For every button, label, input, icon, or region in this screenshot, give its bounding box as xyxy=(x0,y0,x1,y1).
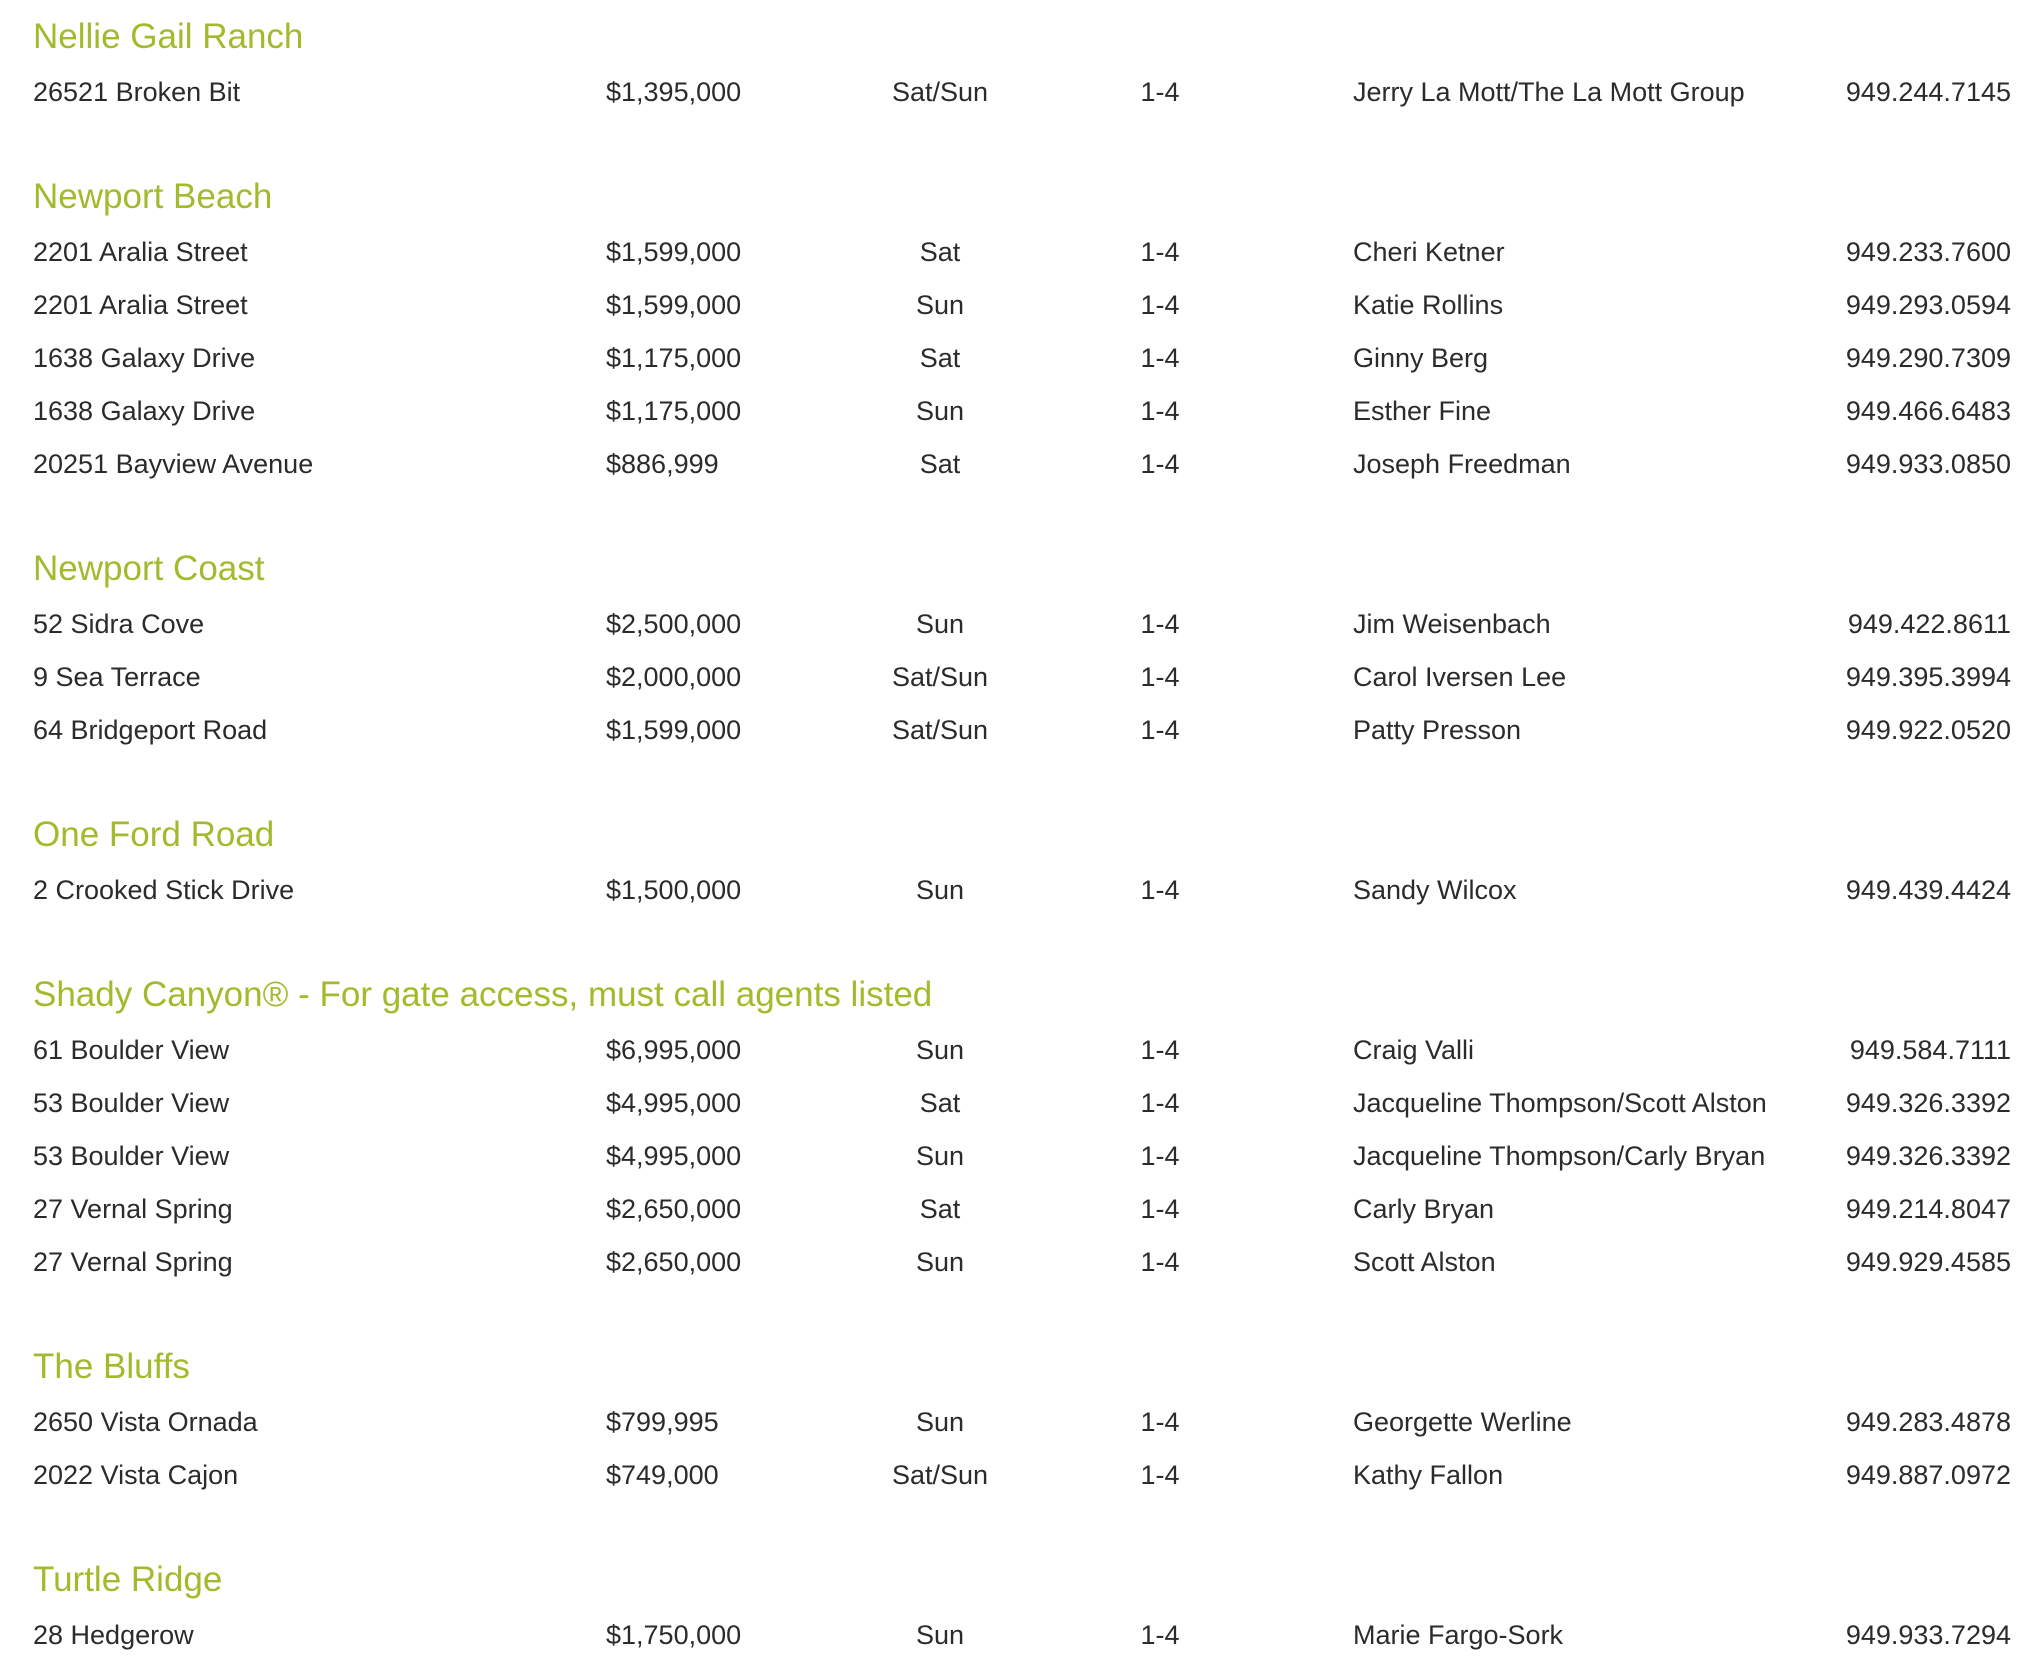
price-cell: $799,995 xyxy=(606,1407,719,1437)
phone-cell: 949.244.7145 xyxy=(1845,77,2011,107)
phone-cell: 949.922.0520 xyxy=(1845,715,2011,745)
hours-cell: 1-4 xyxy=(1140,1088,1180,1118)
address-cell: 53 Boulder View xyxy=(33,1088,230,1118)
address-cell: 1638 Galaxy Drive xyxy=(33,396,256,426)
section-title: One Ford Road xyxy=(33,815,275,854)
hours-cell: 1-4 xyxy=(1140,609,1180,639)
section-title: Nellie Gail Ranch xyxy=(33,17,304,56)
hours-cell: 1-4 xyxy=(1140,662,1180,692)
days-cell: Sat/Sun xyxy=(891,1460,989,1490)
address-cell: 9 Sea Terrace xyxy=(33,662,201,692)
listing-row xyxy=(0,1083,2034,1123)
days-cell: Sun xyxy=(915,1620,965,1650)
price-cell: $1,395,000 xyxy=(606,77,742,107)
days-cell: Sat/Sun xyxy=(891,715,989,745)
days-cell: Sun xyxy=(915,1035,965,1065)
section-title: Turtle Ridge xyxy=(33,1560,223,1599)
listing-row xyxy=(0,870,2034,910)
address-cell: 26521 Broken Bit xyxy=(33,77,241,107)
phone-cell: 949.933.0850 xyxy=(1845,449,2011,479)
phone-cell: 949.283.4878 xyxy=(1845,1407,2011,1437)
address-cell: 27 Vernal Spring xyxy=(33,1194,233,1224)
agent-cell: Craig Valli xyxy=(1353,1035,1475,1065)
listing-row xyxy=(0,232,2034,272)
hours-cell: 1-4 xyxy=(1140,715,1180,745)
section-title: Shady Canyon® - For gate access, must call agents listed xyxy=(33,975,933,1014)
section-title: Newport Coast xyxy=(33,549,265,588)
phone-cell: 949.326.3392 xyxy=(1845,1088,2011,1118)
address-cell: 2022 Vista Cajon xyxy=(33,1460,239,1490)
price-cell: $1,500,000 xyxy=(606,875,742,905)
listing-row xyxy=(0,1189,2034,1229)
price-cell: $886,999 xyxy=(606,449,719,479)
phone-cell: 949.290.7309 xyxy=(1845,343,2011,373)
price-cell: $4,995,000 xyxy=(606,1141,742,1171)
hours-cell: 1-4 xyxy=(1140,1460,1180,1490)
hours-cell: 1-4 xyxy=(1140,875,1180,905)
days-cell: Sat xyxy=(919,1088,961,1118)
days-cell: Sat/Sun xyxy=(891,77,989,107)
address-cell: 2201 Aralia Street xyxy=(33,290,248,320)
address-cell: 28 Hedgerow xyxy=(33,1620,194,1650)
hours-cell: 1-4 xyxy=(1140,1247,1180,1277)
days-cell: Sun xyxy=(915,290,965,320)
price-cell: $749,000 xyxy=(606,1460,719,1490)
agent-cell: Jacqueline Thompson/Carly Bryan xyxy=(1353,1141,1766,1171)
agent-cell: Scott Alston xyxy=(1353,1247,1496,1277)
price-cell: $2,650,000 xyxy=(606,1194,742,1224)
agent-cell: Jerry La Mott/The La Mott Group xyxy=(1353,77,1745,107)
days-cell: Sun xyxy=(915,609,965,639)
agent-cell: Cheri Ketner xyxy=(1353,237,1505,267)
phone-cell: 949.293.0594 xyxy=(1845,290,2011,320)
days-cell: Sun xyxy=(915,396,965,426)
address-cell: 52 Sidra Cove xyxy=(33,609,205,639)
listing-row xyxy=(0,1242,2034,1282)
agent-cell: Patty Presson xyxy=(1353,715,1522,745)
agent-cell: Ginny Berg xyxy=(1353,343,1489,373)
phone-cell: 949.887.0972 xyxy=(1845,1460,2011,1490)
price-cell: $1,599,000 xyxy=(606,715,742,745)
listing-row xyxy=(0,1615,2034,1655)
address-cell: 2650 Vista Ornada xyxy=(33,1407,258,1437)
address-cell: 61 Boulder View xyxy=(33,1035,230,1065)
listing-row xyxy=(0,604,2034,644)
listing-row xyxy=(0,391,2034,431)
agent-cell: Katie Rollins xyxy=(1353,290,1504,320)
days-cell: Sun xyxy=(915,875,965,905)
days-cell: Sun xyxy=(915,1141,965,1171)
price-cell: $2,500,000 xyxy=(606,609,742,639)
price-cell: $1,599,000 xyxy=(606,237,742,267)
hours-cell: 1-4 xyxy=(1140,449,1180,479)
price-cell: $6,995,000 xyxy=(606,1035,742,1065)
phone-cell: 949.326.3392 xyxy=(1845,1141,2011,1171)
address-cell: 2201 Aralia Street xyxy=(33,237,248,267)
address-cell: 27 Vernal Spring xyxy=(33,1247,233,1277)
hours-cell: 1-4 xyxy=(1140,1141,1180,1171)
hours-cell: 1-4 xyxy=(1140,396,1180,426)
listing-row xyxy=(0,1455,2034,1495)
agent-cell: Carly Bryan xyxy=(1353,1194,1495,1224)
hours-cell: 1-4 xyxy=(1140,1407,1180,1437)
address-cell: 1638 Galaxy Drive xyxy=(33,343,256,373)
price-cell: $1,599,000 xyxy=(606,290,742,320)
phone-cell: 949.929.4585 xyxy=(1845,1247,2011,1277)
hours-cell: 1-4 xyxy=(1140,1620,1180,1650)
phone-cell: 949.466.6483 xyxy=(1845,396,2011,426)
section-title: The Bluffs xyxy=(33,1347,190,1386)
agent-cell: Esther Fine xyxy=(1353,396,1492,426)
days-cell: Sat xyxy=(919,343,961,373)
listing-row xyxy=(0,1402,2034,1442)
phone-cell: 949.214.8047 xyxy=(1845,1194,2011,1224)
phone-cell: 949.233.7600 xyxy=(1845,237,2011,267)
days-cell: Sun xyxy=(915,1247,965,1277)
phone-cell: 949.422.8611 xyxy=(1847,609,2011,639)
agent-cell: Georgette Werline xyxy=(1353,1407,1572,1437)
price-cell: $4,995,000 xyxy=(606,1088,742,1118)
listing-row xyxy=(0,285,2034,325)
hours-cell: 1-4 xyxy=(1140,290,1180,320)
agent-cell: Jim Weisenbach xyxy=(1353,609,1551,639)
agent-cell: Carol Iversen Lee xyxy=(1353,662,1567,692)
hours-cell: 1-4 xyxy=(1140,237,1180,267)
phone-cell: 949.933.7294 xyxy=(1845,1620,2011,1650)
agent-cell: Marie Fargo-Sork xyxy=(1353,1620,1564,1650)
address-cell: 20251 Bayview Avenue xyxy=(33,449,314,479)
hours-cell: 1-4 xyxy=(1140,343,1180,373)
days-cell: Sun xyxy=(915,1407,965,1437)
agent-cell: Sandy Wilcox xyxy=(1353,875,1517,905)
price-cell: $2,000,000 xyxy=(606,662,742,692)
address-cell: 53 Boulder View xyxy=(33,1141,230,1171)
listing-row xyxy=(0,444,2034,484)
phone-cell: 949.584.7111 xyxy=(1849,1035,2011,1065)
days-cell: Sat xyxy=(919,449,961,479)
days-cell: Sat/Sun xyxy=(891,662,989,692)
hours-cell: 1-4 xyxy=(1140,77,1180,107)
price-cell: $1,175,000 xyxy=(606,396,742,426)
days-cell: Sat xyxy=(919,1194,961,1224)
agent-cell: Kathy Fallon xyxy=(1353,1460,1504,1490)
listing-row xyxy=(0,72,2034,112)
address-cell: 64 Bridgeport Road xyxy=(33,715,268,745)
address-cell: 2 Crooked Stick Drive xyxy=(33,875,295,905)
hours-cell: 1-4 xyxy=(1140,1194,1180,1224)
listing-row xyxy=(0,657,2034,697)
listing-row xyxy=(0,710,2034,750)
price-cell: $2,650,000 xyxy=(606,1247,742,1277)
phone-cell: 949.439.4424 xyxy=(1845,875,2011,905)
listing-row xyxy=(0,1030,2034,1070)
days-cell: Sat xyxy=(919,237,961,267)
listing-row xyxy=(0,1136,2034,1176)
agent-cell: Joseph Freedman xyxy=(1353,449,1571,479)
phone-cell: 949.395.3994 xyxy=(1845,662,2011,692)
hours-cell: 1-4 xyxy=(1140,1035,1180,1065)
price-cell: $1,175,000 xyxy=(606,343,742,373)
listing-row xyxy=(0,338,2034,378)
section-title: Newport Beach xyxy=(33,177,273,216)
agent-cell: Jacqueline Thompson/Scott Alston xyxy=(1353,1088,1767,1118)
price-cell: $1,750,000 xyxy=(606,1620,742,1650)
